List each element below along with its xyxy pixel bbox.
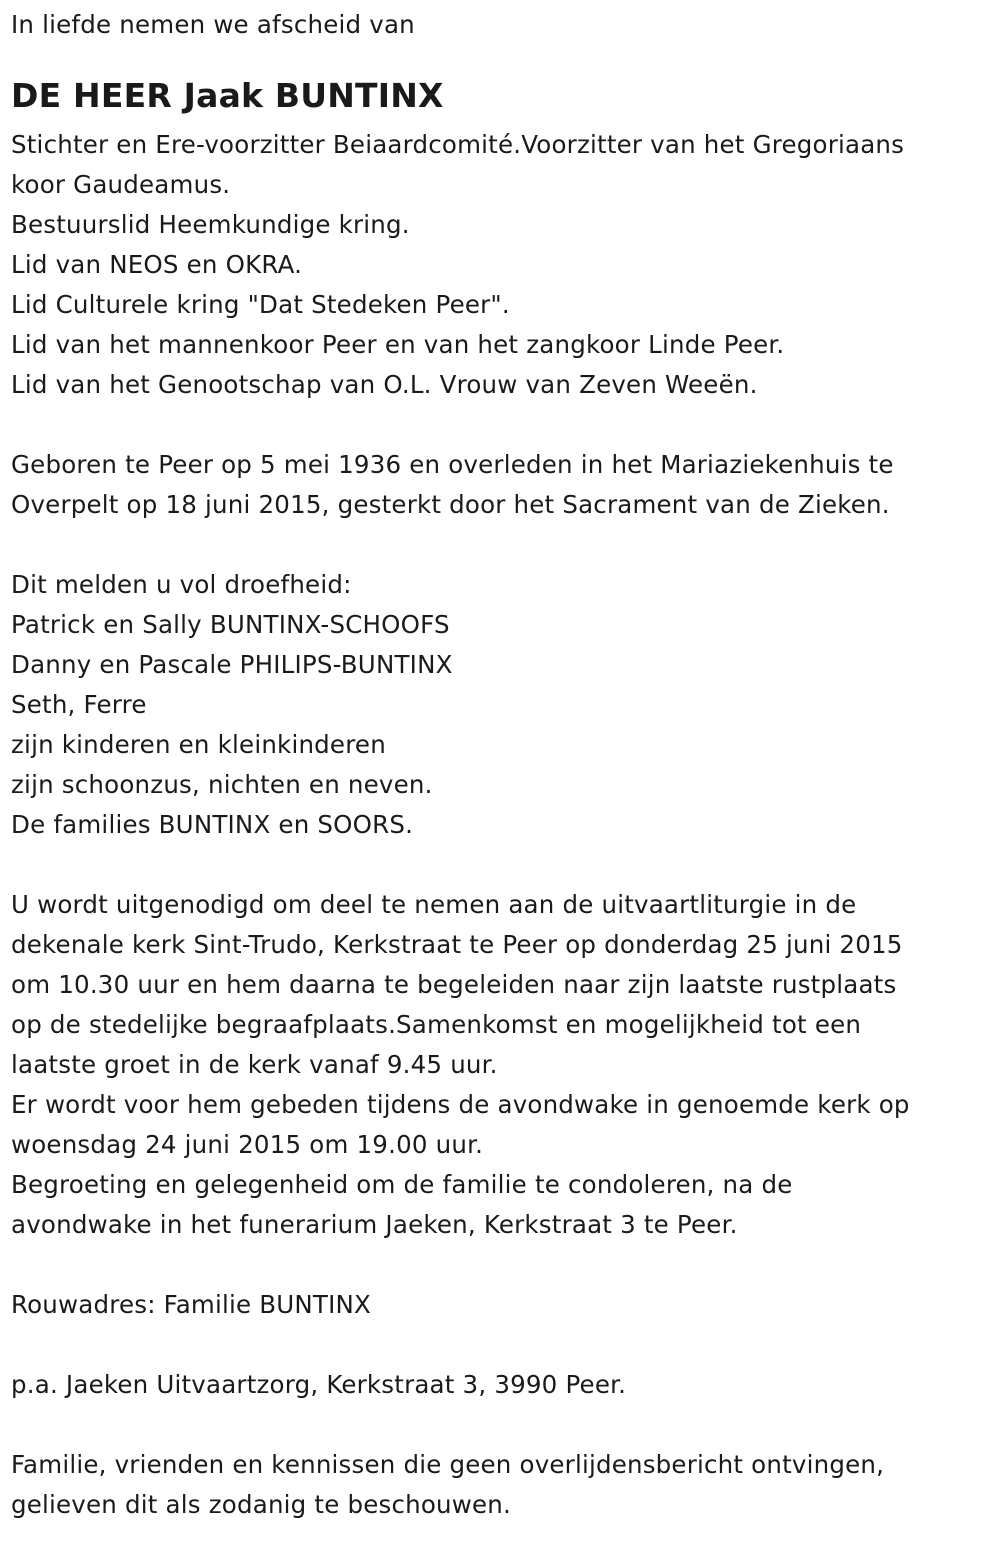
function-line: Lid van NEOS en OKRA. (11, 250, 303, 279)
intro-text: In liefde nemen we afscheid van (11, 10, 415, 39)
function-line: koor Gaudeamus. (11, 170, 231, 199)
spacer (11, 405, 991, 445)
deceased-name: DE HEER Jaak BUNTINX (11, 76, 444, 115)
ceremony-line: om 10.30 uur en hem daarna te begeleiden naar zijn laatste rustplaats (11, 970, 897, 999)
birth-death-line: Geboren te Peer op 5 mei 1936 en overleden in het Mariaziekenhuis te (11, 450, 894, 479)
birth-death-block (11, 445, 991, 525)
function-line: Lid Culturele kring "Dat Stedeken Peer". (11, 290, 510, 319)
postal-address: p.a. Jaeken Uitvaartzorg, Kerkstraat 3, 3990 Peer. (11, 1370, 627, 1399)
function-line: Stichter en Ere-voorzitter Beiaardcomité.Voorzitter van het Gregoriaans (11, 130, 905, 159)
closing-line: gelieven dit als zodanig te beschouwen. (11, 1490, 512, 1519)
family-line: zijn schoonzus, nichten en neven. (11, 770, 433, 799)
closing-line: Familie, vrienden en kennissen die geen overlijdensbericht ontvingen, (11, 1450, 885, 1479)
spacer (11, 1405, 991, 1445)
spacer (11, 845, 991, 885)
closing-block (11, 1445, 991, 1525)
ceremony-line: avondwake in het funerarium Jaeken, Kerkstraat 3 te Peer. (11, 1210, 738, 1239)
ceremony-line: U wordt uitgenodigd om deel te nemen aan de uitvaartliturgie in de (11, 890, 857, 919)
family-block (11, 565, 991, 845)
family-line: Patrick en Sally BUNTINX-SCHOOFS (11, 610, 450, 639)
function-line: Bestuurslid Heemkundige kring. (11, 210, 410, 239)
family-line: Seth, Ferre (11, 690, 147, 719)
mourning-address: Rouwadres: Familie BUNTINX (11, 1290, 372, 1319)
spacer (11, 1245, 991, 1285)
family-line: Danny en Pascale PHILIPS-BUNTINX (11, 650, 453, 679)
ceremony-line: laatste groet in de kerk vanaf 9.45 uur. (11, 1050, 498, 1079)
function-line: Lid van het mannenkoor Peer en van het zangkoor Linde Peer. (11, 330, 785, 359)
function-line: Lid van het Genootschap van O.L. Vrouw van Zeven Weeën. (11, 370, 758, 399)
spacer (11, 1325, 991, 1365)
ceremony-line: dekenale kerk Sint-Trudo, Kerkstraat te Peer op donderdag 25 juni 2015 (11, 930, 903, 959)
spacer (11, 45, 991, 71)
ceremony-block (11, 885, 991, 1245)
family-line: Dit melden u vol droefheid: (11, 570, 352, 599)
obituary-notice (11, 5, 991, 1525)
family-line: zijn kinderen en kleinkinderen (11, 730, 386, 759)
ceremony-line: Er wordt voor hem gebeden tijdens de avondwake in genoemde kerk op (11, 1090, 910, 1119)
spacer (11, 525, 991, 565)
ceremony-line: woensdag 24 juni 2015 om 19.00 uur. (11, 1130, 484, 1159)
birth-death-line: Overpelt op 18 juni 2015, gesterkt door het Sacrament van de Zieken. (11, 490, 890, 519)
functions-block (11, 125, 991, 405)
ceremony-line: op de stedelijke begraafplaats.Samenkomst en mogelijkheid tot een (11, 1010, 862, 1039)
ceremony-line: Begroeting en gelegenheid om de familie te condoleren, na de (11, 1170, 793, 1199)
family-line: De families BUNTINX en SOORS. (11, 810, 414, 839)
